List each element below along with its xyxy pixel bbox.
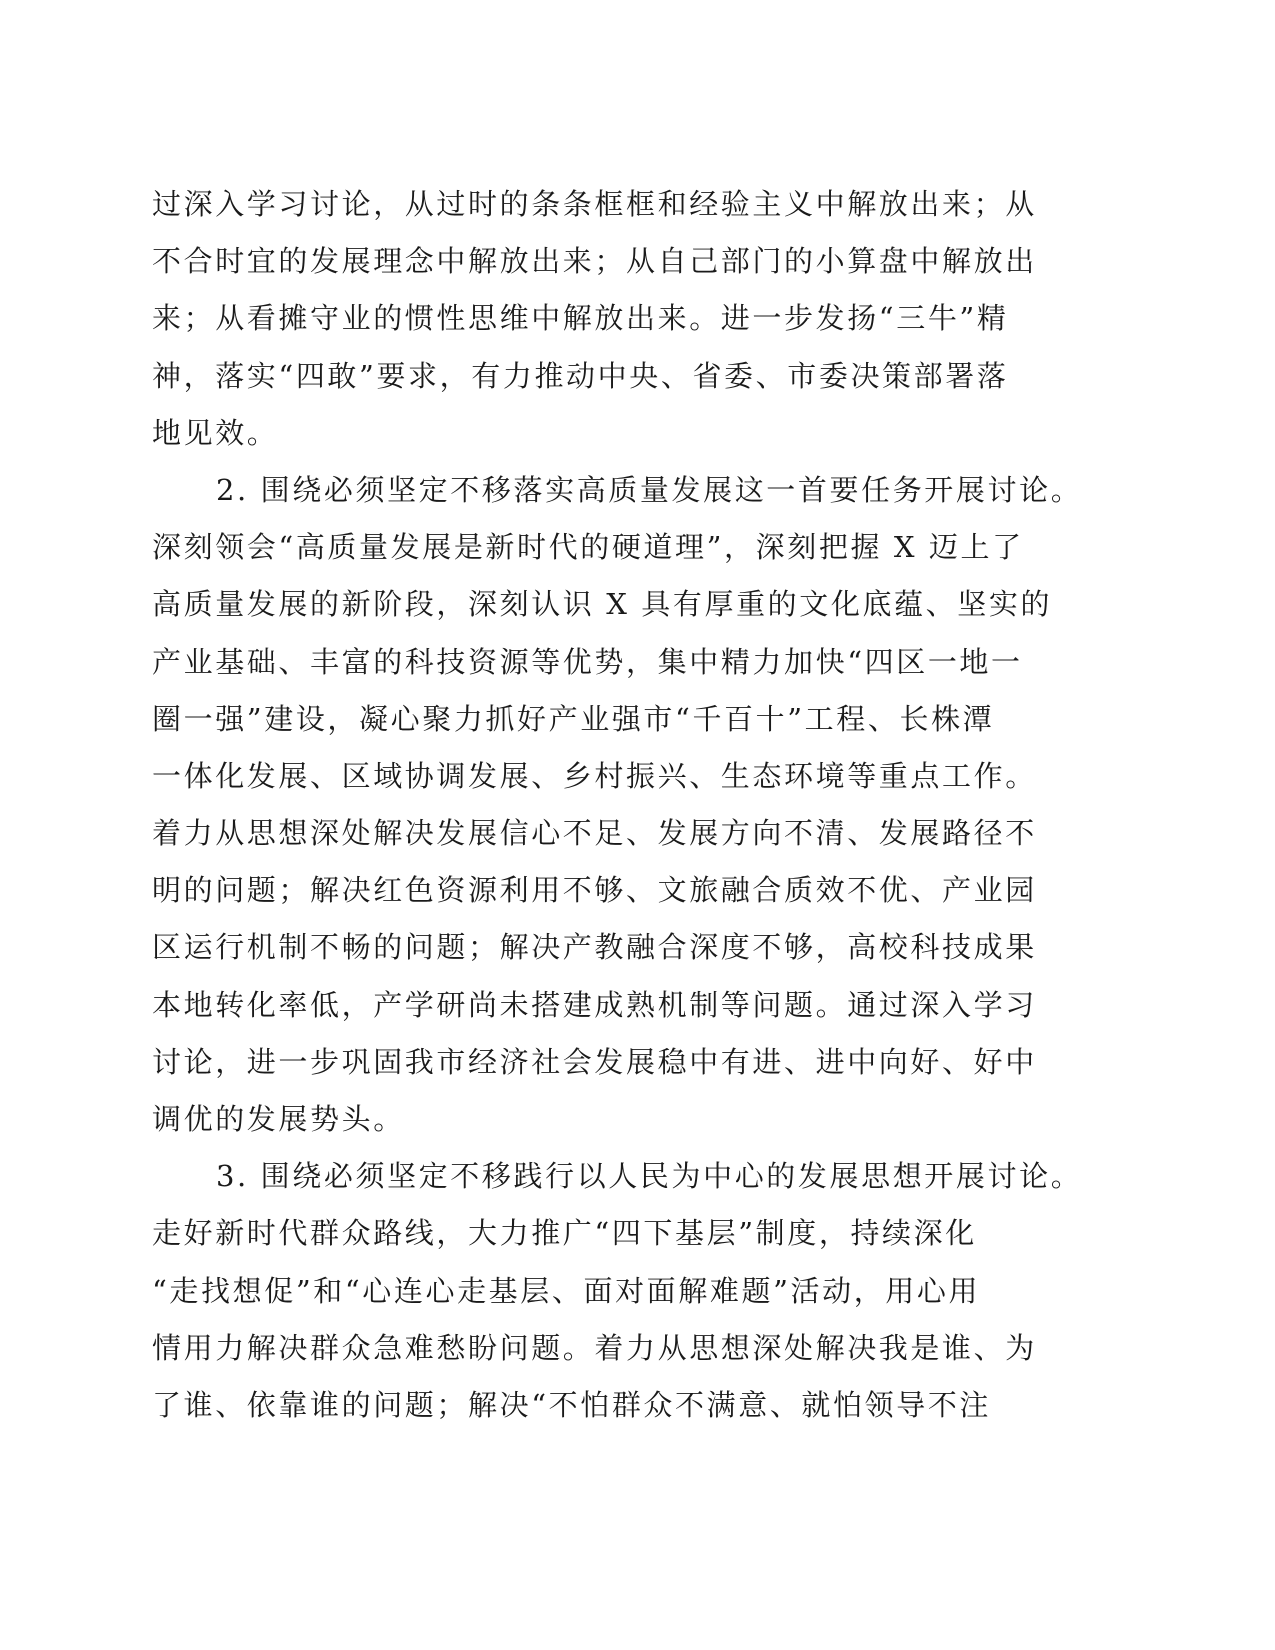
text-line: 调优的发展势头。 <box>152 1102 405 1136</box>
text-line: 区运行机制不畅的问题；解决产教融合深度不够，高校科技成果 <box>152 930 1037 965</box>
text-line: 来；从看摊守业的惯性思维中解放出来。进一步发扬“三牛”精 <box>152 301 1009 336</box>
section-heading-2: 2. 围绕必须坚定不移落实高质量发展这一首要任务开展讨论。 <box>216 472 1083 507</box>
text-line: 走好新时代群众路线，大力推广“四下基层”制度，持续深化 <box>152 1216 977 1251</box>
text-line: 产业基础、丰富的科技资源等优势，集中精力加快“四区一地一 <box>152 644 1023 679</box>
text-line: 神，落实“四敢”要求，有力推动中央、省委、市委决策部署落 <box>152 358 1009 393</box>
text-line: “走找想促”和“心连心走基层、面对面解难题”活动，用心用 <box>152 1273 981 1308</box>
text-line: 讨论，进一步巩固我市经济社会发展稳中有进、进中向好、好中 <box>152 1044 1037 1079</box>
text-line: 深刻领会“高质量发展是新时代的硬道理”，深刻把握 X 迈上了 <box>152 530 1024 565</box>
text-line: 一体化发展、区域协调发展、乡村振兴、生态环境等重点工作。 <box>152 758 1037 793</box>
text-line: 情用力解决群众急难愁盼问题。着力从思想深处解决我是谁、为 <box>152 1330 1037 1365</box>
text-line: 高质量发展的新阶段，深刻认识 X 具有厚重的文化底蕴、坚实的 <box>152 587 1053 622</box>
text-line: 明的问题；解决红色资源利用不够、文旅融合质效不优、产业园 <box>152 873 1037 908</box>
text-line: 本地转化率低，产学研尚未搭建成熟机制等问题。通过深入学习 <box>152 987 1037 1022</box>
body-text <box>152 176 1112 1434</box>
text-line: 着力从思想深处解决发展信心不足、发展方向不清、发展路径不 <box>152 816 1037 851</box>
text-line: 过深入学习讨论，从过时的条条框框和经验主义中解放出来；从 <box>152 187 1037 221</box>
text-line: 圈一强”建设，凝心聚力抓好产业强市“千百十”工程、长株潭 <box>152 701 995 736</box>
text-line: 地见效。 <box>152 415 279 450</box>
section-heading-3: 3. 围绕必须坚定不移践行以人民为中心的发展思想开展讨论。 <box>216 1159 1083 1194</box>
text-line: 了谁、依靠谁的问题；解决“不怕群众不满意、就怕领导不注 <box>152 1387 992 1422</box>
text-line: 不合时宜的发展理念中解放出来；从自己部门的小算盘中解放出 <box>152 244 1037 279</box>
